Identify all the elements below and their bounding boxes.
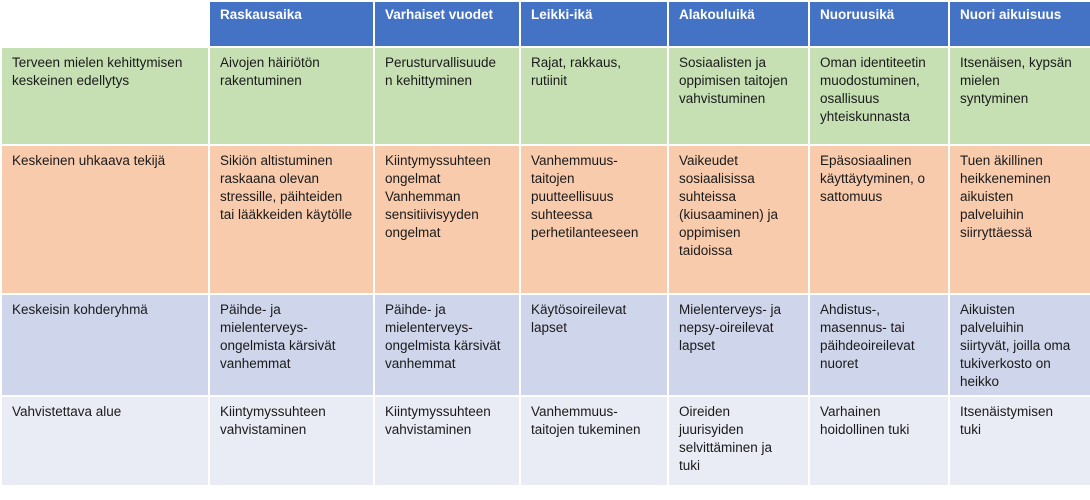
table-row <box>1 47 1090 145</box>
cell-text: Ahdistus-, masennus- tai päihdeoireilevat nuoret <box>820 302 915 371</box>
table-cell <box>374 145 520 294</box>
table-cell <box>809 47 949 145</box>
table-row <box>1 396 1090 486</box>
header-raskausaika: Raskausaika <box>209 1 374 47</box>
header-corner-cell <box>1 1 209 47</box>
table-cell <box>949 396 1090 486</box>
cell-text: Vanhemmuus- taitojen tukeminen <box>531 404 641 437</box>
table-cell <box>209 145 374 294</box>
row-label: Keskeisin kohderyhmä <box>12 302 148 317</box>
table-cell <box>668 396 809 486</box>
cell-text: Oman identiteetin muodostuminen, osallisuus yhteiskunnasta <box>820 55 926 124</box>
cell-text: Kiintymyssuhteen vahvistaminen <box>220 404 326 437</box>
table-cell <box>809 396 949 486</box>
row-label: Vahvistettava alue <box>12 404 122 419</box>
row-header <box>1 294 209 396</box>
table-cell <box>668 47 809 145</box>
cell-text: Mielenterveys- ja nepsy-oireilevat lapset <box>679 302 782 353</box>
cell-text: Tuen äkillinen heikkeneminen aikuisten palveluihin siirryttäessä <box>960 153 1051 240</box>
table-cell <box>520 47 668 145</box>
table-row <box>1 294 1090 396</box>
table-cell <box>209 396 374 486</box>
cell-text: Oireiden juurisyiden selvittäminen ja tuki <box>679 404 773 473</box>
table-cell <box>809 294 949 396</box>
table-row <box>1 145 1090 294</box>
cell-text: Sikiön altistuminen raskaana olevan stressille, päihteiden tai lääkkeiden käytölle <box>220 153 353 222</box>
row-header <box>1 396 209 486</box>
cell-text: Kiintymyssuhteen vahvistaminen <box>385 404 491 437</box>
table-cell <box>520 145 668 294</box>
cell-text: Käytösoireilevat lapset <box>531 302 627 335</box>
cell-text: Vaikeudet sosiaalisissa suhteissa (kiusaaminen) ja oppimisen taidoissa <box>679 153 779 258</box>
table-cell <box>809 145 949 294</box>
table-cell <box>209 47 374 145</box>
table-cell <box>209 294 374 396</box>
header-row <box>1 1 1090 47</box>
cell-text: Päihde- ja mielenterveys- ongelmista kärsivät vanhemmat <box>220 302 336 371</box>
table-body <box>1 47 1090 486</box>
cell-text: Itsenäistymisen tuki <box>960 404 1054 437</box>
cell-text: Itsenäisen, kypsän mielen syntyminen <box>960 55 1072 106</box>
cell-text: Varhainen hoidollinen tuki <box>820 404 910 437</box>
row-header <box>1 47 209 145</box>
table-cell <box>374 396 520 486</box>
row-label: Terveen mielen kehittymisen keskeinen edellytys <box>12 55 183 88</box>
table-cell <box>668 294 809 396</box>
row-header <box>1 145 209 294</box>
header-leikki-ika: Leikki-ikä <box>520 1 668 47</box>
table-cell <box>520 294 668 396</box>
header-varhaiset-vuodet: Varhaiset vuodet <box>374 1 520 47</box>
cell-text: Aikuisten palveluihin siirtyvät, joilla oma tukiverkosto on heikko <box>960 302 1071 389</box>
cell-text: Kiintymyssuhteen ongelmat Vanhemman sensitiivisyyden ongelmat <box>385 153 491 240</box>
table-cell <box>374 47 520 145</box>
table-header <box>1 1 1090 47</box>
table-cell <box>949 47 1090 145</box>
table-cell <box>668 145 809 294</box>
table-cell <box>520 396 668 486</box>
cell-text: Vanhemmuus- taitojen puutteellisuus suhteessa perhetilanteeseen <box>531 153 639 240</box>
header-alakouluika: Alakouluikä <box>668 1 809 47</box>
table-cell <box>949 145 1090 294</box>
cell-text: Perusturvallisuude n kehittyminen <box>385 55 497 88</box>
table-cell <box>949 294 1090 396</box>
cell-text: Rajat, rakkaus, rutiinit <box>531 55 622 88</box>
cell-text: Päihde- ja mielenterveys- ongelmista kärsivät vanhemmat <box>385 302 501 371</box>
row-label: Keskeinen uhkaava tekijä <box>12 153 166 168</box>
table-cell <box>374 294 520 396</box>
cell-text: Aivojen häiriötön rakentuminen <box>220 55 320 88</box>
header-nuori-aikuisuus: Nuori aikuisuus <box>949 1 1090 47</box>
cell-text: Epäsosiaalinen käyttäytyminen, o sattomuus <box>820 153 926 204</box>
header-nuoruusika: Nuoruusikä <box>809 1 949 47</box>
cell-text: Sosiaalisten ja oppimisen taitojen vahvistuminen <box>679 55 788 106</box>
